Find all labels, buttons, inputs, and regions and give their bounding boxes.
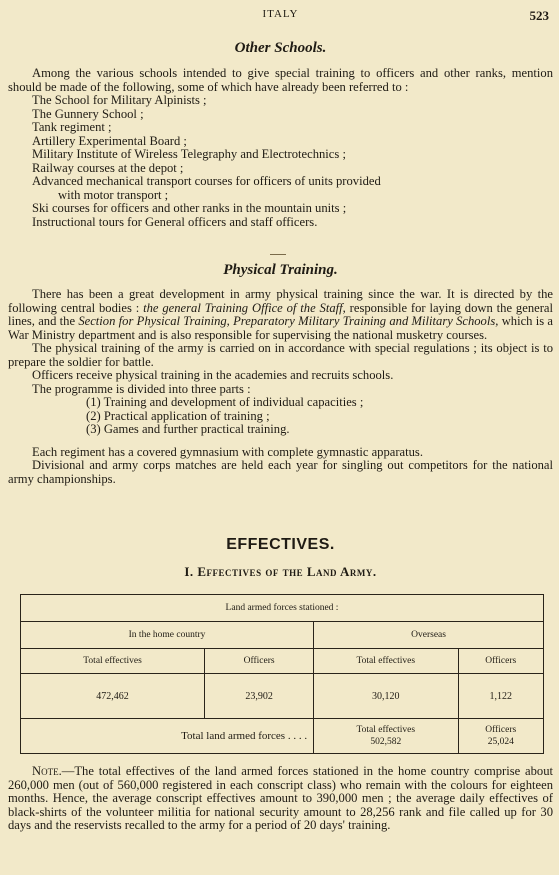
- list-item: The School for Military Alpinists ;: [32, 93, 207, 107]
- list-item-continuation: with motor transport ;: [58, 187, 169, 202]
- leader-dots: . . . .: [287, 730, 308, 742]
- list-item: (3) Games and further practical training.: [86, 422, 290, 436]
- heading-other-schools: Other Schools.: [234, 40, 327, 56]
- total-row-label: [21, 719, 314, 754]
- col-home-officers: Officers: [205, 649, 314, 674]
- other-schools-intro: Among the various schools intended to give special training to officers and other ranks, mention should be made of the following, some of which have already been referred to :: [8, 66, 553, 94]
- section-physical-training: [8, 262, 553, 486]
- list-item: Ski courses for officers and other ranks in the mountain units ;: [32, 201, 347, 215]
- text-run: There has been a great development in army physical training since the war. It is directed by the following central bodies :: [8, 287, 553, 315]
- group-overseas: Overseas: [314, 622, 544, 649]
- col-overseas-total-effectives: Total effectives: [314, 649, 458, 674]
- col-overseas-officers: Officers: [458, 649, 543, 674]
- heading-effectives: EFFECTIVES.: [226, 536, 335, 553]
- home-officers: 23,902: [205, 674, 314, 719]
- subheading-land-army: I. Effectives of the Land Army.: [184, 564, 377, 579]
- heading-physical-training: Physical Training.: [223, 262, 338, 278]
- col-home-total-effectives: Total effectives: [21, 649, 205, 674]
- physical-training-para-5: Each regiment has a covered gymnasium with complete gymnastic apparatus.: [32, 444, 423, 459]
- list-item: The Gunnery School ;: [32, 106, 144, 121]
- table-caption: Land armed forces stationed :: [21, 595, 544, 622]
- section-other-schools: [8, 40, 553, 229]
- total-officers-label: Officers: [485, 725, 517, 735]
- home-total-effectives: 472,462: [21, 674, 205, 719]
- text-run: responsible for laying down the general lines, and the: [8, 300, 553, 328]
- note-text: —The total effectives of the land armed forces stationed in the home country comprise about 260,000 men (out of 560,000 registered in each conscript class) who remain with the colours for eighteen months. Hence, the average conscript effectives amount to 390,000 men ; the average daily effectives of black-shirts of the volunteer militia for national security amount to 28,256 rank and file called up for 30 days and the reservists recalled to the army for a period of 20 days' training.: [8, 764, 553, 832]
- total-officers-value: 25,024: [487, 737, 514, 747]
- list-item: (1) Training and development of individual capacities ;: [86, 395, 364, 409]
- list-item: Military Institute of Wireless Telegraphy and Electrotechnics ;: [32, 147, 346, 161]
- note-lead: Note.: [32, 764, 62, 778]
- page-number: 523: [529, 8, 549, 23]
- physical-training-para-6: Divisional and army corps matches are held each year for singling out competitors for the national army championships.: [8, 458, 553, 486]
- running-header: [8, 8, 553, 24]
- note-paragraph: [8, 765, 553, 833]
- overseas-officers: 1,122: [458, 674, 543, 719]
- section-divider: [270, 254, 286, 255]
- total-effectives-cell: [314, 719, 458, 754]
- running-title: ITALY: [262, 8, 299, 20]
- text-run-italic: Section for Physical Training, Preparatory Military Training and Military Schools,: [78, 314, 499, 328]
- list-item: Instructional tours for General officers and staff officers.: [32, 214, 318, 229]
- total-effectives-value: 502,582: [370, 737, 402, 747]
- physical-training-para-2: The physical training of the army is carried on in accordance with special regulations ; its object is to prepare the soldier for battle.: [8, 341, 553, 369]
- list-item: Railway courses at the depot ;: [32, 160, 184, 175]
- total-officers-cell: [458, 719, 543, 754]
- effectives-table: [20, 594, 544, 754]
- programme-parts-list: [8, 396, 553, 437]
- schools-list: [8, 94, 553, 229]
- list-item: (2) Practical application of training ;: [86, 408, 270, 423]
- list-item: Advanced mechanical transport courses for officers of units provided: [32, 174, 381, 188]
- group-home-country: In the home country: [21, 622, 314, 649]
- total-label-text: Total land armed forces: [181, 730, 286, 742]
- total-effectives-label: Total effectives: [356, 725, 416, 735]
- text-run: which is a War Ministry department and is also responsible for supervising the national musketry courses.: [8, 314, 554, 342]
- text-run-italic: the general Training Office of the Staff,: [143, 300, 346, 315]
- document-page: [8, 0, 553, 875]
- list-item: Tank regiment ;: [32, 120, 112, 134]
- physical-training-para-4: The programme is divided into three parts :: [32, 381, 251, 396]
- physical-training-para-1: [8, 288, 553, 342]
- overseas-total-effectives: 30,120: [314, 674, 458, 719]
- list-item: Artillery Experimental Board ;: [32, 133, 187, 148]
- physical-training-para-3: Officers receive physical training in the academies and recruits schools.: [32, 368, 394, 382]
- section-effectives: [8, 536, 553, 580]
